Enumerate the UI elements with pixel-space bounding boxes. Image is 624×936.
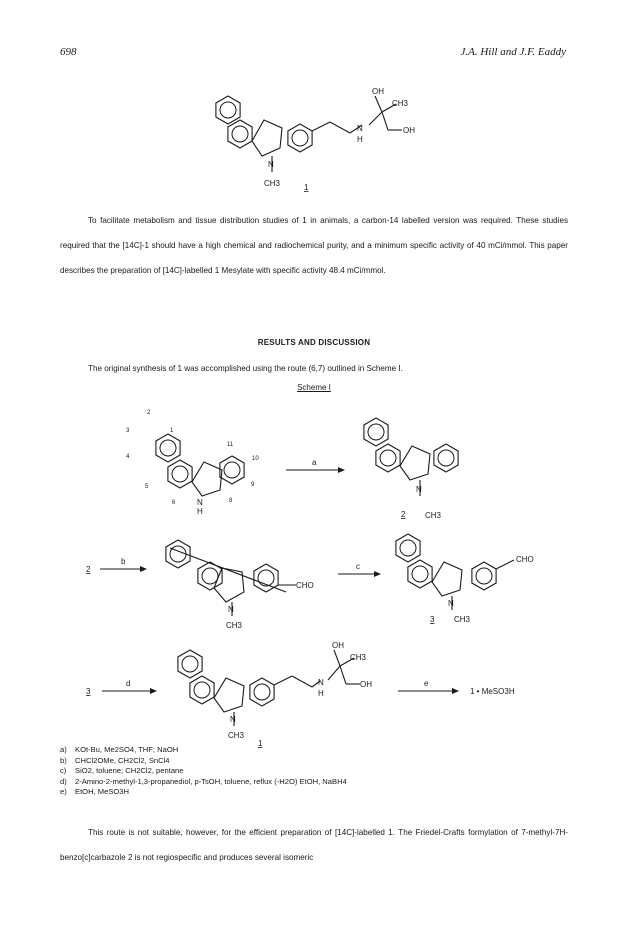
reagent-item xyxy=(60,745,347,756)
compound-1-oh-top: OH xyxy=(332,641,344,650)
reagent-label: b) xyxy=(60,755,67,765)
scheme-starting-material xyxy=(126,410,259,516)
position-1: 1 xyxy=(170,428,174,434)
reagent-label: e) xyxy=(60,787,67,797)
scheme-label: Scheme I xyxy=(297,383,331,392)
row2-start-label: 2 xyxy=(86,565,91,574)
reagent-item xyxy=(60,766,347,777)
reagent-list xyxy=(60,745,347,798)
paragraph-1: To facilitate metabolism and tissue distribution studies of 1 in animals, a carbon-14 labelled version was required. These studies required that the [14C]-1 should have a high chemical and radiochemical purity, and a minimum specific activity of 40 mCi/mmol. This paper describes the preparation of [14C]-labelled 1 Mesylate with specific activity 48.4 mCi/mmol. xyxy=(60,216,568,275)
arrow-b xyxy=(86,557,147,574)
compound-2-structure xyxy=(364,418,458,520)
section-heading: RESULTS AND DISCUSSION xyxy=(257,338,371,347)
intro-ch3: CH3 xyxy=(392,99,409,108)
position-3: 3 xyxy=(126,428,130,434)
reagent-item xyxy=(60,777,347,788)
reagent-text: EtOH, MeSO3H xyxy=(75,787,130,797)
position-11: 11 xyxy=(227,442,234,448)
compound-1-amine-h: H xyxy=(318,689,324,698)
intermediate-cho: CHO xyxy=(296,581,314,590)
compound-3-label: 3 xyxy=(430,615,435,624)
intro-oh-side: OH xyxy=(403,126,415,135)
paragraph-3: This route is not suitable, however, for the efficient preparation of [14C]-labelled 1. The Friedel-Crafts formylation of 7-methyl-7H-benzo[c]carbazole 2 is not regiospecific and produces several isomeric xyxy=(60,828,568,862)
compound-2-nitrogen: N xyxy=(416,485,422,494)
position-9: 9 xyxy=(251,482,255,488)
compound-1-ch3: CH3 xyxy=(350,653,367,662)
step-a-label: a xyxy=(312,458,317,467)
intro-structure xyxy=(216,87,415,192)
reagent-item xyxy=(60,756,347,767)
arrow-d xyxy=(86,679,157,696)
intro-n-amine: N xyxy=(357,124,363,133)
position-10: 10 xyxy=(252,456,259,462)
position-8: 8 xyxy=(229,498,233,504)
compound-2-methyl: CH3 xyxy=(425,511,442,520)
arrow-a xyxy=(286,458,345,473)
intro-n-ring: N xyxy=(268,160,274,169)
intro-n-methyl: CH3 xyxy=(264,179,281,188)
intermediate-methyl: CH3 xyxy=(226,621,243,630)
page-number: 698 xyxy=(60,46,77,58)
step-e-label: e xyxy=(424,679,429,688)
intro-h-amine: H xyxy=(357,135,363,144)
row3-start-label: 3 xyxy=(86,687,91,696)
compound-1-structure xyxy=(178,641,372,748)
compound-1-methyl: CH3 xyxy=(228,731,245,740)
nh-nitrogen: N xyxy=(197,498,203,507)
reagent-label: c) xyxy=(60,766,67,776)
running-head: J.A. Hill and J.F. Eaddy xyxy=(460,46,566,58)
arrow-c xyxy=(338,562,381,577)
position-6: 6 xyxy=(172,500,176,506)
reagent-item xyxy=(60,787,347,798)
position-4: 4 xyxy=(126,454,130,460)
reagent-text: CHCl2OMe, CH2Cl2, SnCl4 xyxy=(75,755,170,765)
compound-1-label: 1 xyxy=(258,739,263,748)
compound-3-structure xyxy=(396,534,534,624)
position-5: 5 xyxy=(145,484,149,490)
position-2: 2 xyxy=(147,410,151,416)
intro-compound-number: 1 xyxy=(304,183,309,192)
arrow-e xyxy=(398,679,515,696)
step-d-label: d xyxy=(126,679,131,688)
compound-3-nitrogen: N xyxy=(448,599,454,608)
step-b-label: b xyxy=(121,557,126,566)
compound-3-methyl: CH3 xyxy=(454,615,471,624)
reagent-text: KOt-Bu, Me2SO4, THF; NaOH xyxy=(75,745,179,754)
intermediate-aldehyde-structure xyxy=(166,540,314,630)
nh-hydrogen: H xyxy=(197,507,203,516)
compound-1-ring-n: N xyxy=(230,715,236,724)
final-product-label: 1 • MeSO3H xyxy=(470,687,515,696)
compound-3-cho: CHO xyxy=(516,555,534,564)
reagent-label: a) xyxy=(60,745,67,754)
reagent-text: 2-Amino-2-methyl-1,3-propanediol, p-TsOH, toluene, reflux (-H2O) EtOH, NaBH4 xyxy=(75,776,347,786)
compound-2-label: 2 xyxy=(401,510,406,519)
paragraph-2: The original synthesis of 1 was accomplished using the route (6,7) outlined in Scheme I. xyxy=(88,364,403,373)
intro-oh-top: OH xyxy=(372,87,384,96)
compound-1-amine-n: N xyxy=(318,678,324,687)
step-c-label: c xyxy=(356,562,360,571)
intermediate-nitrogen: N xyxy=(228,605,234,614)
reagent-text: SiO2, toluene; CH2Cl2, pentane xyxy=(75,766,184,776)
compound-1-oh-side: OH xyxy=(360,680,372,689)
reagent-label: d) xyxy=(60,776,67,786)
